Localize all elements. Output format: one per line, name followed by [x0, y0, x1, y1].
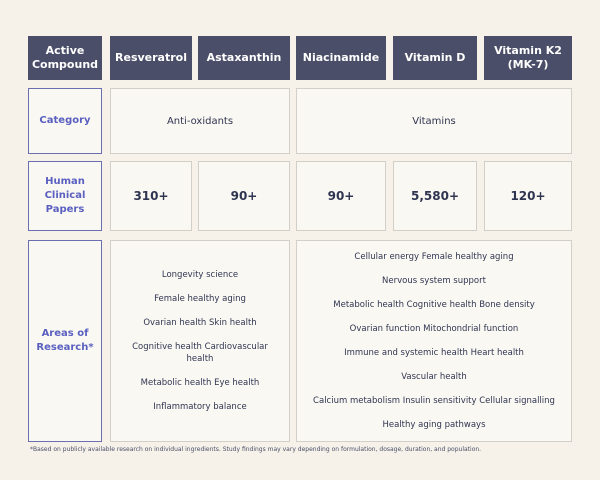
row-label-category: Category	[28, 88, 102, 154]
papers-niacinamide: 90+	[296, 161, 386, 231]
area-line: Nervous system support	[382, 276, 486, 286]
areas-vitamins	[296, 240, 572, 442]
area-line: Ovarian health Skin health	[143, 318, 257, 328]
category-antioxidants: Anti-oxidants	[110, 88, 290, 154]
footnote: *Based on publicly available research on individual ingredients. Study findings may vary depending on formulation, dosage, duration, and population.	[30, 446, 482, 453]
category-vitamins: Vitamins	[296, 88, 572, 154]
header-resveratrol: Resveratrol	[110, 36, 192, 80]
area-line: Ovarian function Mitochondrial function	[349, 324, 519, 334]
header-astaxanthin: Astaxanthin	[198, 36, 290, 80]
area-line: Calcium metabolism Insulin sensitivity Cellular signalling	[313, 396, 555, 406]
area-line: Metabolic health Cognitive health Bone density	[333, 300, 535, 310]
area-line: Immune and systemic health Heart health	[344, 348, 524, 358]
area-line: Vascular health	[401, 372, 467, 382]
papers-resveratrol: 310+	[110, 161, 192, 231]
area-line: Female healthy aging	[154, 294, 246, 304]
header-niacinamide: Niacinamide	[296, 36, 386, 80]
areas-antioxidants	[110, 240, 290, 442]
header-vitamin-d: Vitamin D	[393, 36, 477, 80]
papers-vitamin-k2: 120+	[484, 161, 572, 231]
papers-vitamin-d: 5,580+	[393, 161, 477, 231]
area-line: Cellular energy Female healthy aging	[354, 252, 514, 262]
row-label-papers: Human Clinical Papers	[28, 161, 102, 231]
area-line: health	[186, 354, 214, 364]
area-line: Metabolic health Eye health	[140, 378, 260, 388]
area-line: Longevity science	[161, 270, 239, 280]
area-line: Cognitive health Cardiovascular	[132, 342, 268, 352]
area-line: Inflammatory balance	[153, 402, 247, 412]
area-line: Healthy aging pathways	[382, 420, 486, 430]
header-vitamin-k2: Vitamin K2 (MK-7)	[484, 36, 572, 80]
header-active-compound: Active Compound	[28, 36, 102, 80]
row-label-areas: Areas of Research*	[28, 240, 102, 442]
papers-astaxanthin: 90+	[198, 161, 290, 231]
